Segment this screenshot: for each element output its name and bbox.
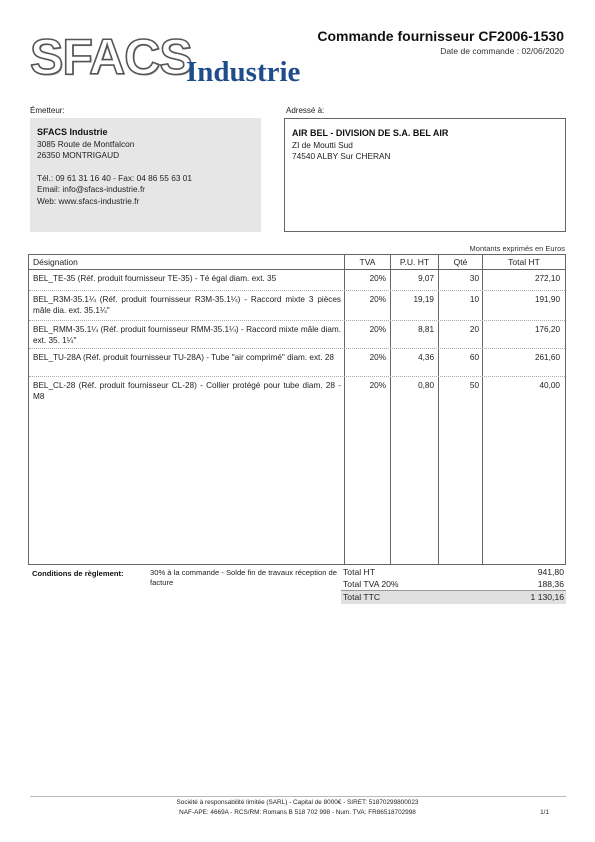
emitter-phone: Tél.: 09 61 31 16 40 - Fax: 04 86 55 63 01 xyxy=(37,172,192,183)
emitter-address-line1: 3085 Route de Montfalcon xyxy=(37,138,135,149)
table-header xyxy=(29,255,565,270)
recipient-box xyxy=(284,118,566,232)
row-total: 191,90 xyxy=(534,295,560,304)
table-row xyxy=(29,270,565,291)
footer-divider xyxy=(30,796,566,797)
emitter-name: SFACS Industrie xyxy=(37,127,108,137)
row-quantity: 20 xyxy=(469,325,479,334)
table-row xyxy=(29,349,565,377)
row-tva: 20% xyxy=(369,295,386,304)
row-quantity: 10 xyxy=(469,295,479,304)
row-total: 176,20 xyxy=(534,325,560,334)
page-title: Commande fournisseur CF2006-1530 xyxy=(317,28,564,44)
row-tva: 20% xyxy=(369,274,386,283)
row-total: 261,60 xyxy=(534,353,560,362)
logo-sfacs-text: SFACS xyxy=(30,29,192,85)
recipient-address-line2: 74540 ALBY Sur CHERAN xyxy=(292,151,391,161)
total-ttc-label: Total TTC xyxy=(343,592,381,602)
total-ht-value: 941,80 xyxy=(537,567,564,577)
payment-terms-text: 30% à la commande - Solde fin de travaux réception de facture xyxy=(150,568,337,587)
header-tva: TVA xyxy=(359,257,376,267)
total-tva-value: 188,36 xyxy=(537,579,564,589)
row-designation: BEL_R3M-35.1¼ (Réf. produit fournisseur R3M-35.1¼) - Raccord mixte 3 pièces mâle dia. ext. 35.1¼" xyxy=(33,295,341,315)
row-unit-price: 0,80 xyxy=(418,381,434,390)
company-logo xyxy=(30,29,320,88)
row-unit-price: 19,19 xyxy=(413,295,434,304)
row-designation: BEL_TE-35 (Réf. produit fournisseur TE-35) - Té égal diam. ext. 35 xyxy=(33,274,277,283)
items-table xyxy=(28,254,566,565)
row-designation: BEL_TU-28A (Réf. produit fournisseur TU-28A) - Tube "air comprimé" diam. ext. 28 xyxy=(33,353,334,362)
header-designation: Désignation xyxy=(33,257,78,267)
row-tva: 20% xyxy=(369,381,386,390)
recipient-name: AIR BEL - DIVISION DE S.A. BEL AIR xyxy=(292,128,449,138)
footer-legal-line2: NAF-APE: 4669A - RCS/RM: Romans B 518 702 998 - Num. TVA: FR86518702998 xyxy=(179,809,416,816)
total-ht-label: Total HT xyxy=(343,567,375,577)
row-tva: 20% xyxy=(369,353,386,362)
recipient-address-line1: ZI de Moutti Sud xyxy=(292,139,353,150)
payment-terms-label: Conditions de règlement: xyxy=(32,569,124,578)
row-total: 272,10 xyxy=(534,274,560,283)
total-ttc-line xyxy=(341,590,566,604)
row-unit-price: 8,81 xyxy=(418,325,434,334)
row-unit-price: 9,07 xyxy=(418,274,434,283)
row-quantity: 50 xyxy=(469,381,479,390)
header-quantity: Qté xyxy=(453,257,468,267)
footer-legal-line1: Société à responsabilité limitée (SARL) - Capital de 8000€ - SIRET: 51870299800023 xyxy=(176,799,419,806)
recipient-label: Adressé à: xyxy=(286,106,325,115)
logo-industrie-text: Industrie xyxy=(186,56,301,88)
row-tva: 20% xyxy=(369,325,386,334)
table-row xyxy=(29,377,565,407)
emitter-web: Web: www.sfacs-industrie.fr xyxy=(37,195,140,206)
emitter-box xyxy=(30,118,261,232)
row-total: 40,00 xyxy=(539,381,560,390)
emitter-email: Email: info@sfacs-industrie.fr xyxy=(37,184,146,194)
row-quantity: 60 xyxy=(469,353,479,362)
currency-note: Montants exprimés en Euros xyxy=(469,244,565,253)
row-quantity: 30 xyxy=(469,274,479,283)
emitter-address-line2: 26350 MONTRIGAUD xyxy=(37,150,120,160)
order-date: Date de commande : 02/06/2020 xyxy=(440,46,564,56)
page-number: 1/1 xyxy=(540,809,549,816)
row-designation: BEL_RMM-35.1¼ (Réf. produit fournisseur RMM-35.1¼) - Raccord mixte mâle diam. ext. 35. 1¼" xyxy=(33,325,341,345)
total-tva-label: Total TVA 20% xyxy=(343,579,399,589)
total-ttc-value: 1 130,16 xyxy=(530,592,564,602)
header-unit-price: P.U. HT xyxy=(399,257,430,267)
table-row xyxy=(29,321,565,349)
emitter-label: Émetteur: xyxy=(30,106,65,115)
row-unit-price: 4,36 xyxy=(418,353,434,362)
table-row xyxy=(29,291,565,321)
header-total: Total HT xyxy=(508,257,540,267)
row-designation: BEL_CL-28 (Réf. produit fournisseur CL-28) - Collier protégé pour tube diam. 28 - M8 xyxy=(33,381,341,401)
